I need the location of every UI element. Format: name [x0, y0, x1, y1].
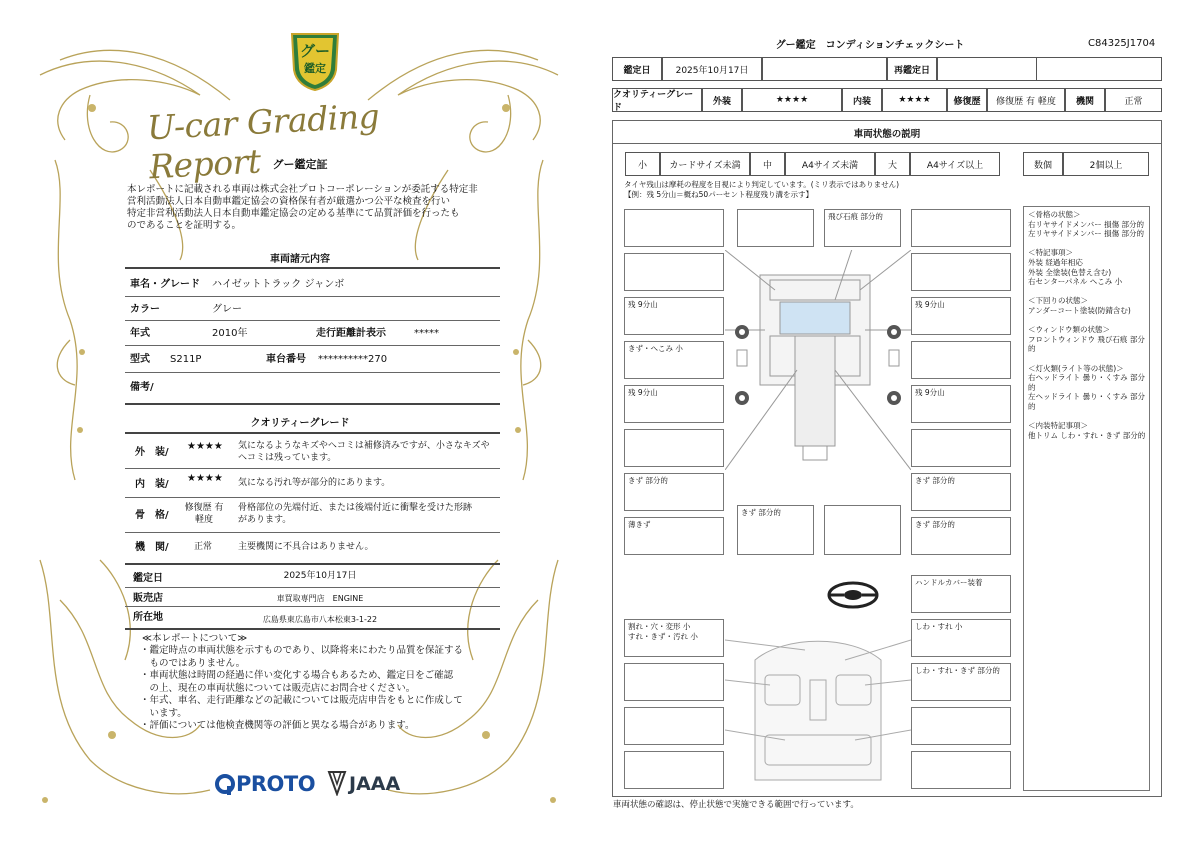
date-value: 2025年10月17日 — [662, 57, 762, 81]
condition-check-sheet — [600, 0, 1200, 848]
appraisal-address-label: 所在地 — [133, 612, 163, 623]
script-title: U-car Grading Report — [146, 96, 381, 187]
about-item: います。 — [140, 707, 187, 719]
ext-value: ★★★★ — [742, 88, 842, 112]
legend-count-desc: 2個以上 — [1063, 152, 1149, 176]
spec-name-label: 車名・グレード — [130, 279, 200, 290]
note-box — [911, 253, 1011, 291]
spec-year-label: 年式 — [130, 328, 150, 339]
quality-engine-desc: 主要機関に不具合はありません。 — [238, 542, 374, 552]
sheet-footer: 車両状態の確認は、停止状態で実施できる範囲で行っています。 — [613, 800, 859, 810]
note-scratch-right: きず 部分的 — [911, 473, 1011, 511]
note-line: すれ・きず・汚れ 小 — [628, 632, 698, 641]
tire-note — [624, 180, 899, 200]
note-scratch-bottom: きず 部分的 — [737, 505, 814, 555]
note-box — [911, 209, 1011, 247]
quality-engine-label: 機 関/ — [135, 542, 169, 553]
spec-heading: 車両諸元内容 — [270, 254, 330, 265]
note-scratch-left: きず 部分的 — [624, 473, 724, 511]
int-value: ★★★★ — [882, 88, 947, 112]
jaaa-logo-text: JAAA — [349, 773, 401, 795]
spec-chassis-value: **********270 — [318, 354, 388, 365]
quality-int-grade: ★★★★ — [187, 473, 223, 484]
spec-mileage-value: ***** — [414, 328, 439, 339]
engine-value: 正常 — [1105, 88, 1162, 112]
legend-large: 大 — [875, 152, 910, 176]
spec-color-value: グレー — [212, 304, 242, 315]
note-tire-rl: 残 9分山 — [624, 385, 724, 423]
summary-line: 右リヤサイドメンバー 損傷 部分的 — [1028, 219, 1144, 229]
quality-ext-grade: ★★★★ — [187, 441, 223, 452]
note-tire-rr: 残 9分山 — [911, 385, 1011, 423]
note-interior-left — [624, 619, 724, 657]
quality-int-desc — [238, 477, 500, 490]
summary-line: ＜特記事項＞ — [1028, 248, 1073, 258]
note-tire-fr: 残 9分山 — [911, 297, 1011, 335]
legend-small: 小 — [625, 152, 660, 176]
int-label: 内装 — [842, 88, 882, 112]
spec-chassis-label: 車台番号 — [266, 354, 306, 365]
summary-line: 左リヤサイドメンバー 損傷 部分的 — [1028, 229, 1144, 239]
badge-text-bottom: 鑑定 — [304, 62, 326, 75]
jaaa-logo-icon — [327, 770, 347, 796]
note-box-top-mid: 飛び石痕 部分的 — [824, 209, 901, 247]
date-blank — [762, 57, 887, 81]
desc-line: 気になるようなキズやヘコミは補修済みですが、小さなキズや — [238, 441, 490, 451]
appraisal-address-value: 広島県東広島市八本松東3-1-22 — [262, 615, 378, 624]
intro-line: 特定非営利活動法人日本自動車鑑定協会の定める基準にて品質評価を行ったも — [127, 208, 460, 219]
summary-line: ＜内装特記事項＞ — [1028, 421, 1088, 431]
desc-line: があります。 — [238, 515, 292, 525]
note-box — [911, 429, 1011, 467]
reappraisal-label: 再鑑定日 — [887, 57, 937, 81]
quality-int-label: 内 装/ — [135, 479, 169, 490]
summary-list — [1028, 210, 1150, 440]
summary-line: アンダーコート塗装(防錆含む) — [1028, 305, 1131, 315]
spec-year-value: 2010年 — [212, 328, 248, 339]
legend-mid: 中 — [750, 152, 785, 176]
desc-line: 気になる汚れ等が部分的にあります。 — [238, 478, 391, 488]
legend-large-desc: A4サイズ以上 — [910, 152, 1000, 176]
spec-model-value: S211P — [170, 354, 202, 365]
about-list — [140, 645, 500, 733]
sheet-code: C84325J1704 — [1088, 38, 1156, 49]
quality-frame-label: 骨 格/ — [135, 510, 169, 521]
certificate-intro — [127, 184, 497, 232]
note-line: 割れ・穴・変形 小 — [628, 622, 691, 631]
about-item: ・年式、車名、走行距離などの記載については販売店申告をもとに作成して — [140, 695, 463, 706]
goo-kantei-badge-icon — [286, 30, 344, 92]
legend-small-desc: カードサイズ未満 — [660, 152, 750, 176]
note-thin-scratch: 薄きず — [624, 517, 724, 555]
truck-top-view-diagram — [725, 250, 911, 470]
note-interior-right-2: しわ・すれ・きず 部分的 — [911, 663, 1011, 701]
summary-line: ＜灯火類(ライト等の状態)＞ — [1028, 363, 1124, 373]
condition-heading: 車両状態の説明 — [853, 129, 921, 140]
summary-line: 他トリム しわ・すれ・きず 部分的 — [1028, 430, 1146, 440]
note-box — [624, 663, 724, 701]
appraisal-date-label: 鑑定日 — [133, 573, 163, 584]
summary-line: 右センターパネル へこみ 小 — [1028, 277, 1123, 287]
spec-remarks-label: 備考/ — [130, 382, 154, 393]
note-handle-cover: ハンドルカバー装着 — [911, 575, 1011, 613]
summary-line: 左ヘッドライト 曇り・くすみ 部分的 — [1028, 392, 1146, 411]
steering-wheel-icon — [826, 580, 880, 610]
note-scratch-right-2: きず 部分的 — [911, 517, 1011, 555]
about-item: ・鑑定時点の車両状態を示すものであり、以降将来にわたり品質を保証する — [140, 645, 464, 656]
appraisal-shop-label: 販売店 — [133, 593, 163, 604]
note-box — [624, 751, 724, 789]
quality-heading: クオリティーグレード — [250, 418, 350, 429]
engine-label: 機関 — [1065, 88, 1105, 112]
quality-ext-desc — [238, 440, 500, 464]
intro-line: 営利活動法人日本自動車鑑定協会の資格保有者が厳選かつ公平な検査を行い — [127, 196, 451, 207]
tire-note-line: 【例：残 5分山＝概ね50パーセント程度残り溝を示す】 — [624, 190, 814, 199]
proto-logo-icon — [214, 772, 236, 796]
interior-seats-diagram — [725, 630, 911, 790]
quality-engine-grade: 正常 — [194, 542, 213, 552]
appraisal-date-value: 2025年10月17日 — [283, 571, 357, 581]
quality-ext-label: 外 装/ — [135, 447, 169, 458]
spec-mileage-label: 走行距離計表示 — [316, 328, 386, 339]
sheet-title: グー鑑定 コンディションチェックシート — [775, 40, 965, 51]
desc-line: ヘコミは残っています。 — [238, 453, 337, 463]
proto-logo — [214, 770, 324, 800]
about-item: ・車両状態は時間の経過に伴い変化する場合もあるため、鑑定日をご確認 — [140, 670, 454, 681]
intro-line: のであることを証明する。 — [127, 220, 242, 231]
note-tire-fl: 残 9分山 — [624, 297, 724, 335]
badge-text-top: グー — [299, 42, 330, 60]
about-item: の上、現在の車両状態については販売店にお問合せください。 — [140, 682, 416, 694]
jaaa-logo — [327, 770, 417, 800]
quality-frame-grade: 修復歴 有 軽度 — [184, 503, 224, 525]
note-box — [824, 505, 901, 555]
intro-line: 本レポートに記載される車両は株式会社プロトコーポレーションが委託する特定非 — [127, 184, 478, 195]
note-box — [911, 707, 1011, 745]
note-box — [624, 253, 724, 291]
summary-line: 外装 経過年相応 — [1028, 257, 1083, 267]
summary-line: フロントウィンドウ 飛び石痕 部分的 — [1028, 334, 1145, 354]
desc-line: 骨格部位の先端付近、または後端付近に衝撃を受けた形跡 — [238, 503, 473, 513]
appraisal-shop-value: 車買取専門店 ENGINE — [276, 594, 364, 603]
about-item: ・評価については他検査機関等の評価と異なる場合があります。 — [140, 720, 415, 731]
reappraisal-value — [937, 57, 1037, 81]
ext-label: 外装 — [702, 88, 742, 112]
legend-mid-desc: A4サイズ未満 — [785, 152, 875, 176]
summary-line: 右ヘッドライト 曇り・くすみ 部分的 — [1028, 373, 1146, 392]
note-interior-right-1: しわ・すれ 小 — [911, 619, 1011, 657]
summary-line: ＜下回りの状態＞ — [1028, 296, 1088, 306]
note-box — [624, 209, 724, 247]
spec-model-label: 型式 — [130, 354, 150, 365]
proto-logo-text: PROTO — [236, 772, 316, 796]
spec-name-value: ハイゼットトラック ジャンボ — [212, 279, 345, 290]
note-dent: きず・へこみ 小 — [624, 341, 724, 379]
about-item: ものではありません。 — [140, 657, 246, 669]
tire-note-line: タイヤ残山は摩耗の程度を目視により判定しています。(ミリ表示ではありません) — [624, 180, 900, 189]
repair-value: 修復歴 有 軽度 — [987, 88, 1065, 112]
quality-grade-label: クオリティーグレード — [612, 88, 702, 112]
summary-line: ＜ウィンドウ類の状態＞ — [1028, 325, 1111, 335]
certificate-heading: グー鑑定証 — [272, 158, 328, 171]
grading-certificate — [0, 0, 598, 848]
note-box — [624, 707, 724, 745]
legend-count: 数個 — [1023, 152, 1063, 176]
note-box — [911, 341, 1011, 379]
summary-line: 外装 全塗装(色替え含む) — [1028, 267, 1112, 277]
note-box — [624, 429, 724, 467]
repair-label: 修復歴 — [947, 88, 987, 112]
summary-line: ＜骨格の状態＞ — [1028, 210, 1081, 219]
date-label: 鑑定日 — [612, 57, 662, 81]
about-heading: ≪本レポートについて≫ — [142, 633, 248, 644]
note-box — [737, 209, 814, 247]
quality-frame-desc — [238, 502, 500, 526]
spec-color-label: カラー — [130, 304, 160, 315]
note-box — [911, 751, 1011, 789]
